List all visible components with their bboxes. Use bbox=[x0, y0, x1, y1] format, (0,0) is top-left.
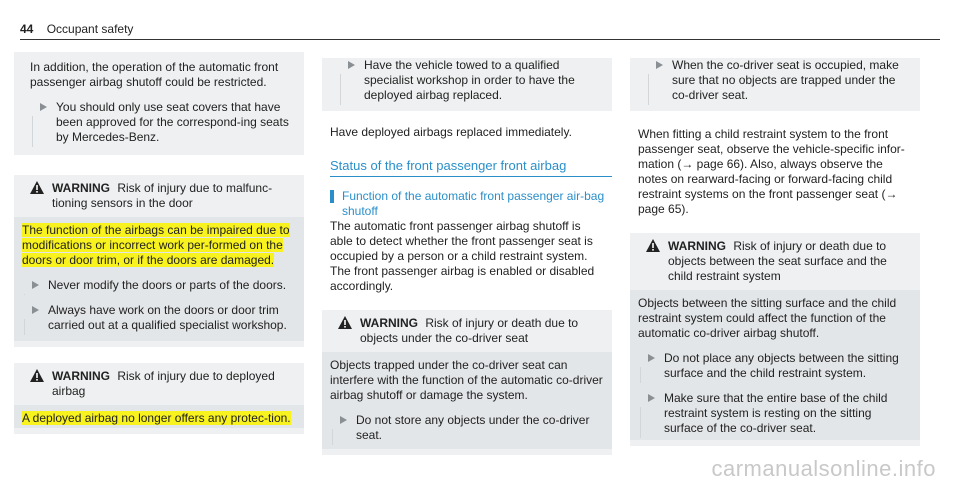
replace-text: Have deployed airbags replaced immediately. bbox=[330, 125, 572, 139]
warning-label: WARNING bbox=[52, 181, 110, 195]
warning-text: Objects between the sitting surface and the child restraint system could affect the function of the automatic co-driver airbag shutoff. bbox=[638, 296, 897, 340]
warning-icon bbox=[338, 316, 352, 329]
bullet-item: Do not store any objects under the co-driver seat. bbox=[330, 413, 604, 443]
warning-icon bbox=[646, 239, 660, 252]
bullet-item: Never modify the doors or parts of the doors. bbox=[22, 278, 296, 293]
warning-box bbox=[14, 175, 304, 347]
intro-text: In addition, the operation of the automatic front passenger airbag shutoff could be restricted. bbox=[30, 60, 279, 89]
bullet-item: When the co-driver seat is occupied, make sure that no objects are trapped under the co-driver seat. bbox=[646, 58, 912, 103]
warning-title: Risk of injury or death due to objects between the seat surface and the child restraint system bbox=[668, 239, 887, 283]
warning-header bbox=[322, 314, 612, 352]
body-text: The automatic front passenger airbag shutoff is able to detect whether the front passenger seat is occupied by a person or a child restraint system. The front passenger airbag is enabled or disabled accordingly. bbox=[330, 219, 595, 293]
warning-header bbox=[630, 237, 920, 290]
warning-label: WARNING bbox=[52, 369, 110, 383]
section-name: Occupant safety bbox=[46, 22, 134, 36]
watermark: carmanualsonline.info bbox=[711, 456, 936, 481]
bullet-item: Have the vehicle towed to a qualified specialist workshop in order to have the deployed airbag replaced. bbox=[338, 58, 604, 103]
info-box bbox=[630, 58, 920, 111]
warning-label: WARNING bbox=[668, 239, 726, 253]
warning-body bbox=[630, 290, 920, 440]
body-text: When fitting a child restraint system to the front passenger seat, observe the vehicle-specific infor-mation (→ page 66). Also, always observe the notes on rearward-facing or forward-facing child restraint systems on the front passenger seat (→ page 65). bbox=[638, 127, 905, 216]
column-2 bbox=[322, 52, 612, 455]
sub-heading: Function of the automatic front passenger air-bag shutoff bbox=[330, 189, 612, 219]
warning-body bbox=[14, 405, 304, 428]
column-3 bbox=[630, 52, 920, 446]
header-rule bbox=[20, 39, 940, 40]
warning-title: Risk of injury due to malfunc-tioning sensors in the door bbox=[52, 181, 273, 210]
bullet-item: Make sure that the entire base of the child restraint system is resting on the sitting surface of the co-driver seat. bbox=[638, 391, 912, 436]
warning-text: Objects trapped under the co-driver seat can interfere with the function of the automatic co-driver airbag shutoff or damage the system. bbox=[330, 358, 603, 402]
warning-title: Risk of injury due to deployed airbag bbox=[52, 369, 275, 398]
page-header bbox=[20, 22, 133, 37]
warning-icon bbox=[30, 369, 44, 382]
section-heading: Status of the front passenger front airbag bbox=[330, 158, 612, 177]
bullet-item: You should only use seat covers that have been approved for the correspond-ing seats by Mercedes-Benz. bbox=[30, 100, 296, 145]
warning-box bbox=[14, 363, 304, 434]
warning-box bbox=[322, 310, 612, 455]
warning-header bbox=[14, 179, 304, 217]
info-box bbox=[14, 52, 304, 155]
bullet-item: Do not place any objects between the sitting surface and the child restraint system. bbox=[638, 351, 912, 381]
warning-header bbox=[14, 367, 304, 405]
column-1 bbox=[14, 52, 304, 434]
highlight-text: The function of the airbags can be impaired due to modifications or incorrect work per-formed on the doors or door trim, or if the doors are damaged. bbox=[22, 223, 290, 267]
warning-icon bbox=[30, 181, 44, 194]
warning-label: WARNING bbox=[360, 316, 418, 330]
warning-box bbox=[630, 233, 920, 446]
warning-title: Risk of injury or death due to objects under the co-driver seat bbox=[360, 316, 579, 345]
info-box bbox=[322, 58, 612, 111]
bullet-item: Always have work on the doors or door trim carried out at a qualified specialist workshop. bbox=[22, 303, 296, 333]
warning-body bbox=[322, 352, 612, 449]
page-number: 44 bbox=[20, 22, 34, 36]
highlight-text: A deployed airbag no longer offers any protec-tion. bbox=[22, 411, 291, 425]
warning-body bbox=[14, 217, 304, 341]
